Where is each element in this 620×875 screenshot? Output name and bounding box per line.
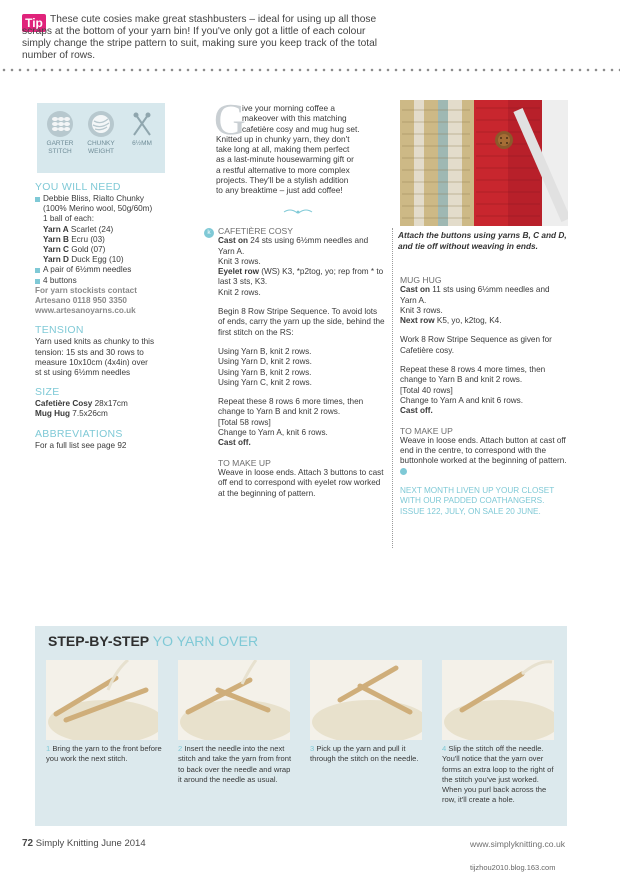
intro-line: as a last-minute housewarming gift or — [216, 154, 354, 165]
yarn-list-item — [35, 194, 195, 265]
instruction-text: K5, yo, k2tog, K4. — [434, 316, 502, 326]
drop-cap: G — [214, 95, 246, 144]
yarn-name: Yarn A — [43, 224, 69, 234]
yarn-colour: Gold (07) — [71, 245, 106, 255]
skill-garter-stitch — [40, 111, 80, 155]
chunky-weight-icon — [88, 111, 114, 137]
magazine-url: www.simplyknitting.co.uk — [470, 839, 566, 849]
pattern-paragraph: Work 8 Row Stripe Sequence as given for Cafetière cosy. — [400, 335, 552, 355]
skill-level-box — [37, 103, 165, 173]
step-number: 4 — [442, 744, 447, 753]
intro-line: projects. They'll be a stylish addition — [216, 175, 349, 186]
step-description: Slip the stitch off the needle. You'll notice that the yarn over forms an extra loop to the right of the stitch you've just worked. When you purl back across the row, it'll create a hole. — [442, 744, 554, 805]
step-text — [46, 744, 164, 765]
garter-stitch-icon — [47, 111, 73, 137]
yarn-name: Yarn C — [43, 245, 69, 255]
instruction-text: [Total 58 rows] — [218, 417, 271, 427]
instruction-text: (WS) K3, *p2tog, yo; rep from * to last 3 sts, K3. — [218, 267, 384, 287]
pattern-paragraph — [218, 236, 386, 298]
intro-line: ive your morning coffee a — [242, 103, 336, 113]
intro-line: cafetière cosy and mug hug set. — [242, 123, 360, 134]
step-photo — [442, 660, 554, 740]
instruction-text: Using Yarn B, knit 2 rows. — [218, 346, 312, 356]
instruction-label: Next row — [400, 316, 435, 326]
size-label: Cafetière Cosy — [35, 399, 93, 409]
step-number: 1 — [46, 744, 51, 753]
instruction-text: 11 sts using 6½mm needles and Yarn A. — [400, 285, 550, 305]
watermark: tijzhou2010.blog.163.com — [470, 863, 556, 872]
mug-hug-pattern — [400, 275, 568, 526]
pattern-paragraph — [400, 365, 568, 416]
pattern-paragraph — [218, 347, 386, 388]
instruction-label: Cast off. — [400, 406, 433, 416]
abbreviations-heading: ABBREVIATIONS — [35, 427, 123, 440]
skill-label-line: 6½MM — [132, 140, 152, 147]
instruction-text: Knit 3 rows. — [218, 256, 261, 266]
yarn-b — [43, 235, 195, 245]
abbreviations-text: For a full list see page 92 — [35, 440, 127, 450]
you-will-need-heading: YOU WILL NEED — [35, 181, 121, 193]
mug-hug-heading: MUG HUG — [400, 275, 442, 285]
step-description: Insert the needle into the next stitch and take the yarn from front to back over the needle and wrap it around the needle as usual. — [178, 744, 292, 784]
tension-line: measure 10x10cm (4x4in) over — [35, 357, 148, 367]
yarn-colour: Ecru (03) — [71, 234, 105, 244]
title-part: STEP-BY-STEP — [48, 633, 149, 649]
to-make-up-heading: TO MAKE UP — [218, 457, 271, 468]
step-description: Bring the yarn to the front before you work the next stitch. — [46, 744, 162, 764]
tension-line: Yarn used knits as chunky to this — [35, 337, 155, 347]
yarn-c — [43, 245, 195, 255]
cafetiere-cosy-photo — [400, 100, 568, 226]
tension-heading: TENSION — [35, 324, 84, 337]
instruction-text: Knit 3 rows. — [400, 305, 443, 315]
pattern-paragraph — [400, 436, 568, 477]
step-text — [442, 744, 560, 806]
pattern-paragraph: Weave in loose ends. Attach 3 buttons to cast off end to correspond with eyelet row worked at the beginning of pattern. — [218, 467, 384, 498]
size-section — [35, 386, 195, 419]
size-heading: SIZE — [35, 386, 60, 399]
instruction-text: Using Yarn D, knit 2 rows. — [218, 357, 312, 367]
skill-needles — [122, 111, 162, 148]
page-number: 72 — [22, 838, 34, 849]
yarn-d — [43, 255, 195, 265]
you-will-need-section — [35, 181, 195, 316]
pattern-paragraph — [218, 397, 386, 448]
intro-line: take long at all, making them perfect — [216, 144, 350, 155]
stockist-line: For yarn stockists contact — [35, 285, 137, 295]
stockist-line: Artesano 0118 950 3350 — [35, 296, 127, 306]
skill-label-line: CHUNKY — [87, 140, 115, 147]
skill-label-line: STITCH — [48, 147, 72, 155]
skill-label-line: GARTER — [46, 140, 74, 147]
buttons-list-item: 4 buttons — [35, 276, 195, 286]
needles-icon — [129, 111, 155, 137]
instruction-label: Cast on — [400, 285, 431, 295]
instruction-text: Change to Yarn A and knit 6 rows. — [400, 395, 524, 405]
yarn-line: Debbie Bliss, Rialto Chunky — [43, 194, 145, 203]
dotted-divider — [0, 68, 620, 72]
magazine-issue: Simply Knitting June 2014 — [35, 838, 146, 849]
end-dot-icon — [400, 468, 407, 475]
intro-line: Knitted up in chunky yarn, they don't — [216, 133, 350, 144]
size-row — [35, 409, 195, 419]
size-row — [35, 399, 195, 409]
title-part: YO YARN OVER — [152, 633, 259, 649]
skill-label-line: WEIGHT — [88, 147, 114, 155]
step-by-step-title — [48, 633, 258, 649]
stockist-url: www.artesanoyarns.co.uk — [35, 306, 136, 316]
yarn-name: Yarn B — [43, 234, 69, 244]
step-text — [178, 744, 296, 785]
instruction-text: Repeat these 8 rows 4 more times, then change to Yarn B and knit 2 rows. — [400, 365, 546, 385]
tip-badge: Tip — [22, 14, 46, 32]
sidebar — [35, 181, 195, 459]
step-description: Pick up the yarn and pull it through the stitch on the needle. — [310, 744, 419, 764]
photo-caption: Attach the buttons using yarns B, C and D, and tie off without weaving in ends. — [398, 230, 567, 251]
instruction-text: [Total 40 rows] — [400, 385, 453, 395]
yarn-name: Yarn D — [43, 255, 69, 265]
to-make-up-heading: TO MAKE UP — [400, 425, 453, 436]
intro-text — [216, 103, 378, 196]
pattern-paragraph — [400, 285, 568, 326]
step-number: 2 — [178, 744, 183, 753]
step-text — [310, 744, 428, 765]
page-footer-left — [22, 838, 146, 849]
instruction-text: Using Yarn B, knit 2 rows. — [218, 367, 312, 377]
tension-line: tension: 15 sts and 30 rows to — [35, 347, 144, 357]
flourish-icon — [283, 208, 313, 216]
intro-line: to any breaktime – just add coffee! — [216, 185, 343, 196]
instruction-text: Using Yarn C, knit 2 rows. — [218, 377, 312, 387]
instruction-label: Cast on — [218, 236, 249, 246]
step-number: 3 — [310, 744, 315, 753]
tip-text: These cute cosies make great stashbusters – ideal for using up all those scraps at the bottom of your yarn bin! If you've only got a little of each colour simply change the stripe pattern to suit, making sure you keep track of the total number of rows. — [22, 14, 378, 61]
instruction-text: Repeat these 8 rows 6 more times, then change to Yarn B and knit 2 rows. — [218, 397, 364, 417]
pattern-paragraph: Begin 8 Row Stripe Sequence. To avoid lots of ends, carry the yarn up the side, behind the first stitch on the RS: — [218, 307, 385, 337]
yarn-colour: Duck Egg (10) — [71, 255, 124, 265]
yarn-line: 1 ball of each: — [43, 214, 94, 224]
cafetiere-cosy-pattern — [218, 226, 386, 508]
next-month-teaser: NEXT MONTH LIVEN UP YOUR CLOSET WITH OUR PADDED COATHANGERS. ISSUE 122, JULY, ON SALE 20 JUNE. — [400, 486, 555, 516]
tension-section — [35, 324, 195, 378]
intro-line: makeover with this matching — [242, 113, 347, 124]
instruction-text: Weave in loose ends. Attach button at cast off end in the centre, to correspond with the buttonhole worked at the beginning of pattern. — [400, 435, 567, 466]
tension-line: st st using 6½mm needles — [35, 368, 131, 378]
abbreviations-section — [35, 428, 195, 451]
cafetiere-cosy-heading: CAFETIÈRE COSY — [218, 226, 293, 236]
intro-line: a restful alternative to more complex — [216, 164, 350, 175]
yarn-line: (100% Merino wool, 50g/60m) — [43, 204, 153, 214]
needles-list-item: A pair of 6½mm needles — [35, 265, 195, 275]
size-value: 7.5x26cm — [72, 409, 108, 419]
instruction-text: Knit 2 rows. — [218, 287, 261, 297]
instruction-label: Cast off. — [218, 438, 251, 448]
instruction-label: Eyelet row — [218, 267, 259, 277]
size-label: Mug Hug — [35, 409, 71, 419]
knit-badge-icon: k — [204, 228, 214, 238]
step-photo — [310, 660, 422, 740]
instruction-text: 24 sts using 6½mm needles and Yarn A. — [218, 236, 369, 256]
yarn-colour: Scarlet (24) — [70, 224, 114, 234]
size-value: 28x17cm — [94, 399, 128, 409]
step-photo — [46, 660, 158, 740]
yarn-a — [43, 225, 195, 235]
step-photo — [178, 660, 290, 740]
skill-chunky-weight — [81, 111, 121, 155]
instruction-text: Change to Yarn A, knit 6 rows. — [218, 428, 328, 438]
column-divider — [392, 228, 393, 548]
